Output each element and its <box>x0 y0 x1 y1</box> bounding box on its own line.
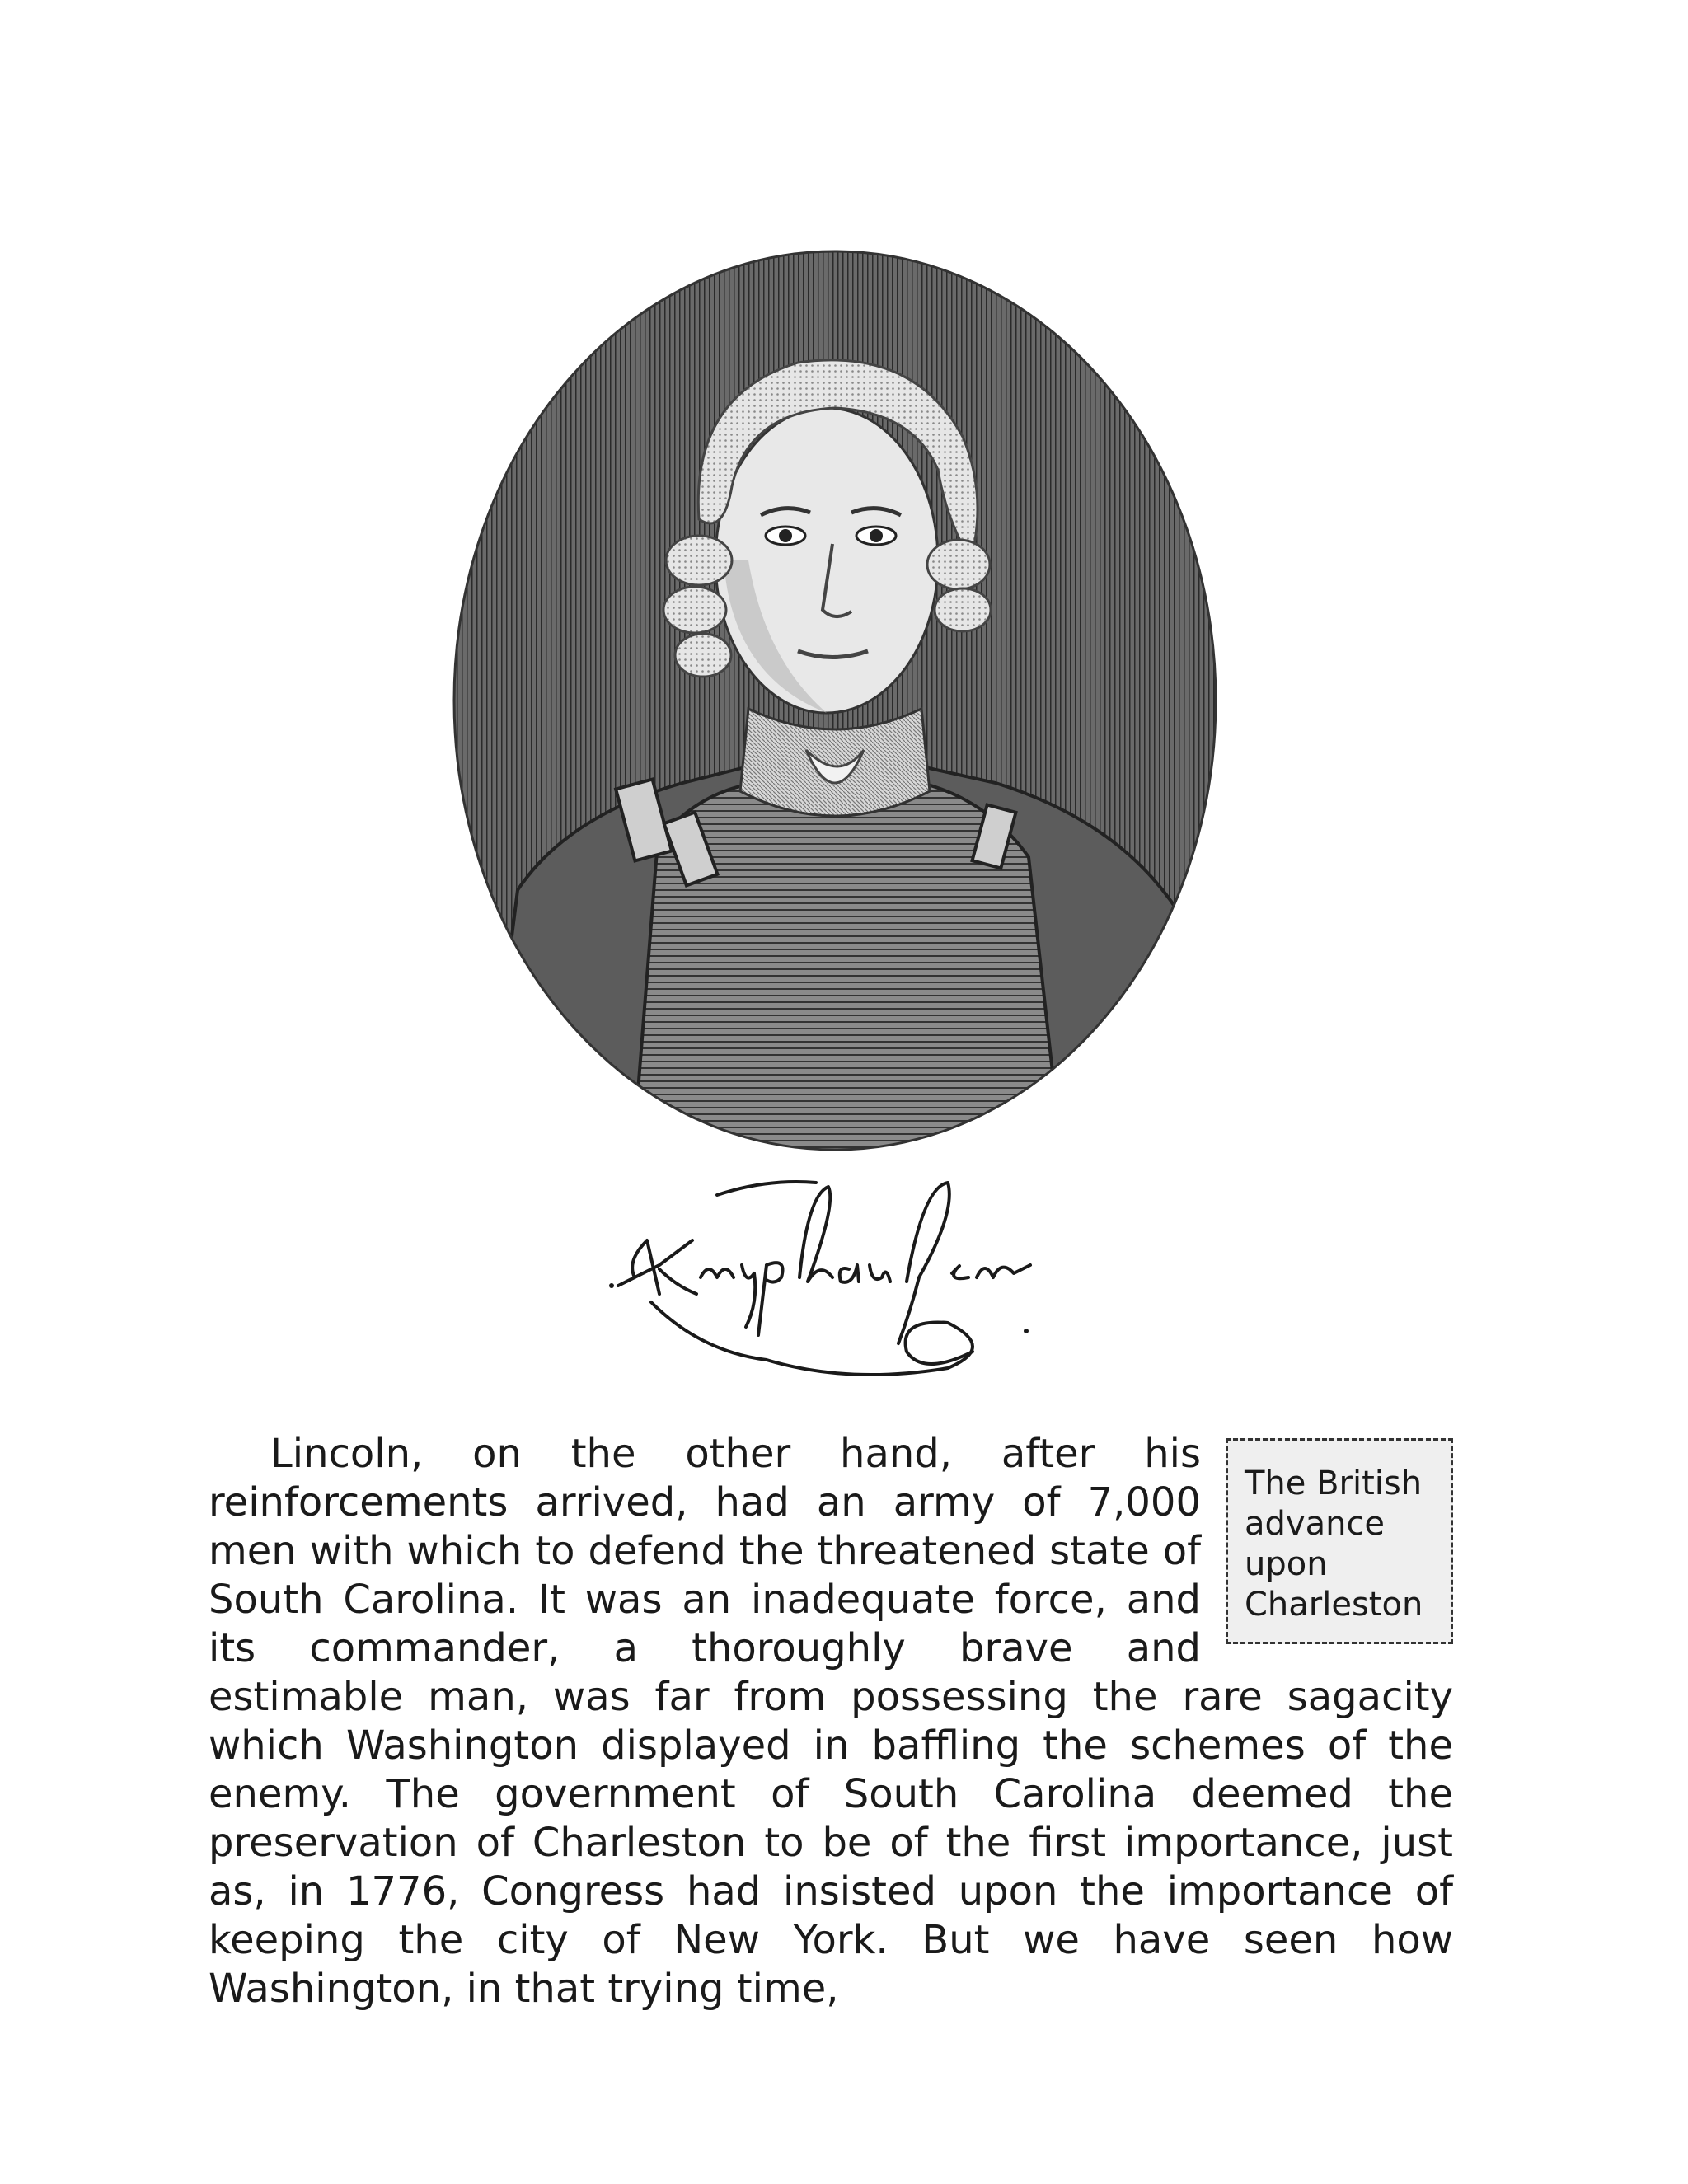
portrait-engraving <box>452 247 1218 1154</box>
portrait-image <box>452 247 1218 1154</box>
signature-image <box>602 1162 1063 1401</box>
sidenote-line-4: Charleston <box>1245 1586 1423 1624</box>
signature <box>602 1162 1063 1401</box>
sidenote-line-3: upon <box>1245 1545 1328 1583</box>
body-paragraph: Lincoln, on the other hand, after his reinforcements arrived, had an army of 7,000 men with which to defend the threatened state of South Carolina. It was an inadequate force, and its commander, a thoroughly brave and estimable man, was far from possessing the rare sagacity which Washington displayed in baffling the schemes of the enemy. The government of South Carolina deemed the preservation of Charleston to be of the first importance, just as, in 1776, Congress had insisted upon the importance of keeping the city of New York. But we have seen how Washington, in that trying time, <box>209 1431 1453 2012</box>
body-text <box>209 1430 1453 2013</box>
sidenote-box <box>1226 1438 1453 1644</box>
sidenote-line-2: advance <box>1245 1505 1386 1543</box>
sidenote-line-1: The British <box>1245 1465 1423 1502</box>
